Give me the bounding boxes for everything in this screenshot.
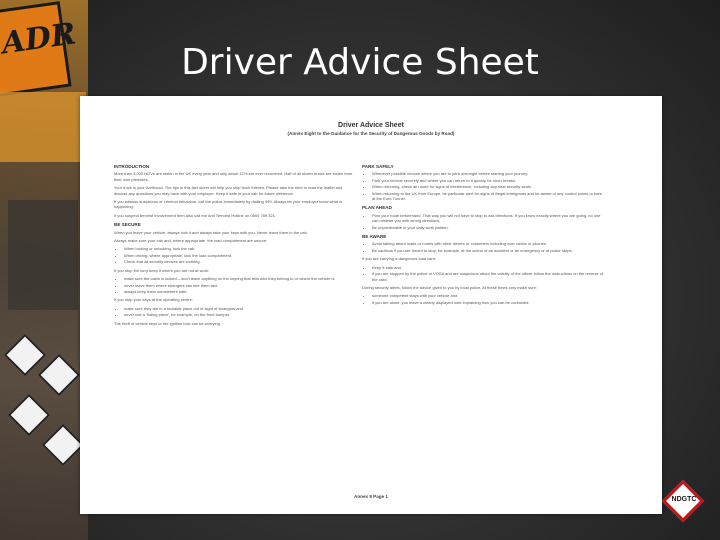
bullet-item: • make sure they are in a lockable place out of sight of strangers and: [124, 306, 356, 311]
bullet-list: [362, 171, 604, 201]
bullet-item: • make sure the cabin is locked – don't leave anything on the keyring that tells who they belong to or where the vehicle is: [124, 276, 356, 281]
bullet-item: • Be unpredictable in your daily work pattern.: [372, 225, 604, 230]
bullet-item: • Keep it safe and: [372, 265, 604, 270]
slide-title: Driver Advice Sheet: [181, 42, 539, 83]
document-subtitle: (Annex Eight to the Guidance for the Security of Dangerous Goods by Road): [287, 131, 455, 136]
bullet-list: [114, 276, 356, 294]
bullet-item: • always keep them somewhere safe.: [124, 289, 356, 294]
adr-sign-image: ADR: [0, 1, 72, 97]
bullet-list: [362, 241, 604, 253]
section-heading: PARK SAFELY: [362, 164, 394, 169]
bullet-item: • never use a 'hiding place', for example, on the front bumper.: [124, 312, 356, 317]
bullet-item: • When locking or unlocking, lock the cab.: [124, 246, 356, 251]
truck-image: [8, 200, 78, 310]
bullet-item: • if you are stopped by the police or VOSA and are suspicious about the validity of the officer follow the instructions on the reverse of the card.: [372, 271, 604, 282]
paragraph: During security alerts, follow the advice given to you by local police. At these times only make sure:: [362, 284, 537, 290]
paragraph: More than 3,000 HGVs are stolen in the UK every year and only about 12% are ever recovered. Half of all stolen trucks are stolen from their own premises.: [114, 171, 353, 182]
bullet-item: • Plan your route beforehand. That way you will not have to stop to ask directions. If you know exactly where you are going, no one can mislead you with wrong directions.: [372, 213, 604, 224]
ndgtc-logo: [663, 481, 705, 523]
advice-sheet-document: [80, 96, 662, 514]
paragraph: The theft of vehicle keys or the ignition lock can be worrying.: [114, 320, 221, 326]
paragraph: If you stop the lorry keep it where you are not at work:: [114, 267, 210, 273]
paragraph: If you witness suspicious or criminal behaviour, call the police immediately by dialling 999. Always let your employer know what is happening.: [114, 199, 343, 210]
bullet-item: • if you are alone, you leave a clearly displayed note explaining how you can be contacted.: [372, 300, 604, 305]
paragraph: If you suspect terrorist involvement then also call the Anti Terrorist Hotline on 0800 789 321.: [114, 212, 277, 218]
section-heading: INTRODUCTION: [114, 164, 150, 169]
bullet-item: • never leave them where strangers can see them and: [124, 283, 356, 288]
left-column: [114, 160, 356, 329]
bullet-item: • Be cautious if you are forced to stop, for example, at the scene of an accident or an emergency or at police stops.: [372, 248, 604, 253]
section-heading: PLAN AHEAD: [362, 205, 392, 211]
right-column: [362, 160, 604, 308]
bullet-item: • When returning, check all round for signs of interference, including any seal security seals.: [372, 184, 604, 189]
bullet-list: [362, 213, 604, 230]
paragraph: Always make sure your cab and, where appropriate, the load compartment are secure:: [114, 238, 268, 244]
orange-hazard-panel: [0, 92, 86, 162]
paragraph: If you stop your keys at the operating centre:: [114, 297, 193, 303]
bullet-item: • Park your vehicle securely and where you can return to it quickly for short breaks.: [372, 178, 604, 183]
bullet-item: • When returning to the UK from Europe, be particular alert for signs of illegal immigrants and be aware of any control points or bars at the Euro Tunnel.: [372, 191, 604, 202]
document-title: Driver Advice Sheet: [338, 122, 404, 129]
section-heading: BE AWARE: [362, 234, 387, 240]
bullet-item: • Whenever possible choose where you are to park overnight before starting your journey.: [372, 171, 604, 176]
paragraph: Your truck is your livelihood. The tips in this fact sheet will help you stop truck thieves. Please take the time to read the leaflet and discuss any questions you may have with your employer. Keep it safe in your cab for future reference.: [114, 185, 343, 196]
logo-text: NDGTC: [671, 496, 697, 503]
bullet-list: [362, 265, 604, 282]
bullet-item: • someone competent stays with your vehicle and: [372, 293, 604, 298]
bullet-item: • Avoid talking about loads or routes with other drivers or customers including over radios or phones.: [372, 241, 604, 246]
bullet-item: • Check that all security devices are working.: [124, 259, 356, 264]
bullet-list: [362, 293, 604, 305]
section-heading: BE SECURE: [114, 222, 141, 228]
paragraph: If you are carrying a dangerous load card:: [362, 256, 437, 262]
document-footer: Annex 8 Page 1: [354, 494, 388, 499]
bullet-list: [114, 306, 356, 318]
bullet-list: [114, 246, 356, 264]
bullet-item: • When driving, where appropriate, lock the load compartment.: [124, 253, 356, 258]
paragraph: When you leave your vehicle, always lock it and always take your keys with you. Never leave them in the cab.: [114, 229, 308, 235]
